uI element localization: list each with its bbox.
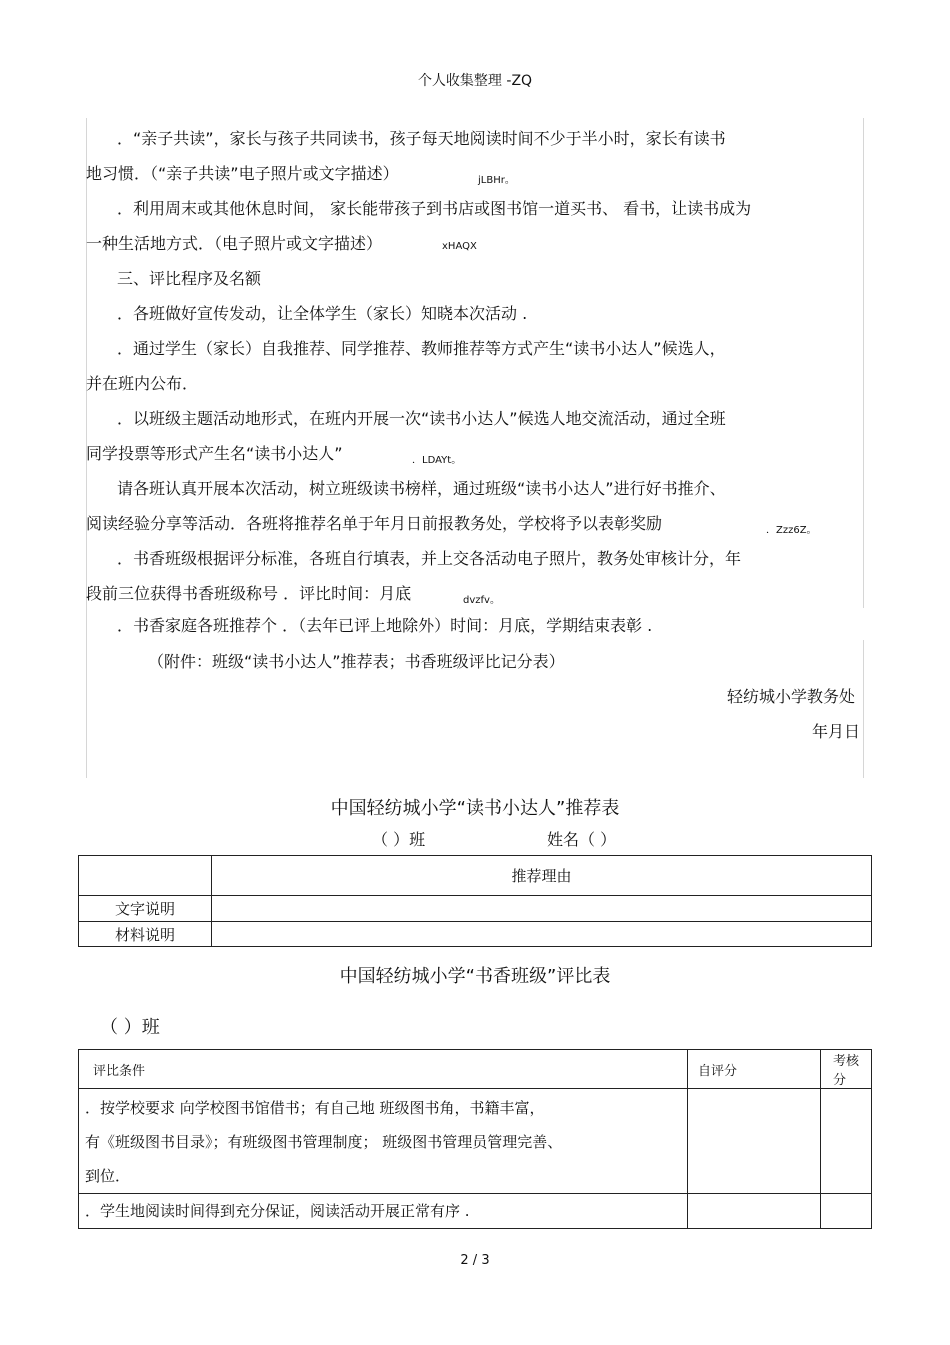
frame-right-line (863, 118, 864, 608)
rec-table-title: 中国轻纺城小学“读书小达人”推荐表 (330, 798, 620, 819)
criterion-2-check-score[interactable] (821, 1194, 872, 1229)
col-condition-header: 评比条件 (79, 1050, 688, 1089)
para8: ．书香家庭各班推荐个 ．（去年已评上地除外）时间：月底，学期结束表彰 . (117, 616, 653, 635)
frame-right-line-lower (863, 640, 864, 778)
para7-tag: dvzfv。 (463, 595, 500, 606)
para1-tag: jLBHr。 (478, 175, 515, 186)
para7-line1: ．书香班级根据评分标准，各班自行填表，并上交各活动电子照片，教务处审核计分，年 (117, 549, 742, 568)
para5-tag: ．LDAYt。 (412, 455, 462, 466)
para3: ．各班做好宣传发动，让全体学生（家长）知晓本次活动 . (117, 304, 528, 323)
rec-class-field: （ ）班 (372, 830, 426, 849)
signature-date: 年月日 (811, 722, 860, 741)
recommendation-table (78, 855, 872, 947)
criterion-2-self-score[interactable] (688, 1194, 821, 1229)
criterion-1-self-score[interactable] (688, 1089, 821, 1194)
para4-line1: ．通过学生（家长）自我推荐、同学推荐、教师推荐等方式产生“读书小达人”候选人， (117, 339, 726, 358)
rec-header-blank (79, 856, 212, 896)
criterion-row-1-line3: 到位． (85, 1167, 131, 1185)
class-table-title: 中国轻纺城小学“书香班级”评比表 (339, 966, 611, 987)
page-number: 2 / 3 (460, 1253, 490, 1268)
para6-tag: ．Zzz6Z。 (766, 525, 817, 536)
criterion-row-1-line2: 有《班级图书目录》；有班级图书管理制度； 班级图书管理员管理完善、 (85, 1133, 563, 1151)
para1-line2: 地习惯．（“亲子共读”电子照片或文字描述） (86, 164, 399, 183)
col-self-score-header: 自评分 (688, 1050, 821, 1089)
rec-header-reason: 推荐理由 (212, 856, 872, 896)
para6-line1: 请各班认真开展本次活动，树立班级读书榜样，通过班级“读书小达人”进行好书推介、 (117, 479, 726, 498)
para2-line2: 一种生活地方式．（电子照片或文字描述） (86, 234, 383, 253)
office-signature: 轻纺城小学教务处 (726, 687, 855, 706)
criterion-row-1 (79, 1089, 688, 1194)
para2-tag: xHAQX (442, 241, 477, 252)
criterion-row-1-line1: ．按学校要求 向学校图书馆借书；有自己地 班级图书角，书籍丰富， (85, 1099, 545, 1117)
para2-line1: ．利用周末或其他休息时间， 家长能带孩子到书店或图书馆一道买书、 看书，让读书成为 (117, 199, 752, 218)
page-header: 个人收集整理 -ZQ (417, 73, 533, 89)
attachment-note: （附件：班级“读书小达人”推荐表；书香班级评比记分表） (148, 652, 565, 671)
para6-line2: 阅读经验分享等活动．各班将推荐名单于年月日前报教务处，学校将予以表彰奖励 (86, 514, 663, 533)
para4-line2: 并在班内公布． (86, 374, 199, 393)
class-evaluation-table (78, 1049, 872, 1229)
rec-row-text-label: 文字说明 (79, 896, 212, 922)
para1-line1: ．“亲子共读”，家长与孩子共同读书，孩子每天地阅读时间不少于半小时，家长有读书 (117, 129, 726, 148)
criterion-row-2: ．学生地阅读时间得到充分保证，阅读活动开展正常有序 . (79, 1194, 688, 1229)
rec-row-material-label: 材料说明 (79, 922, 212, 947)
section-3-heading: 三、评比程序及名额 (117, 269, 262, 288)
rec-row-material-cell[interactable] (212, 922, 872, 947)
rec-row-text-cell[interactable] (212, 896, 872, 922)
criterion-1-check-score[interactable] (821, 1089, 872, 1194)
class-table-class-line: （ ）班 (100, 1017, 160, 1038)
para5-line1: ．以班级主题活动地形式，在班内开展一次“读书小达人”候选人地交流活动，通过全班 (117, 409, 726, 428)
rec-name-field: 姓名（ ） (547, 830, 617, 849)
col-check-score-header: 考核分 (821, 1050, 872, 1089)
para7-line2: 段前三位获得书香班级称号 ．评比时间：月底 (86, 584, 412, 603)
para5-line2: 同学投票等形式产生名“读书小达人” (86, 444, 343, 463)
